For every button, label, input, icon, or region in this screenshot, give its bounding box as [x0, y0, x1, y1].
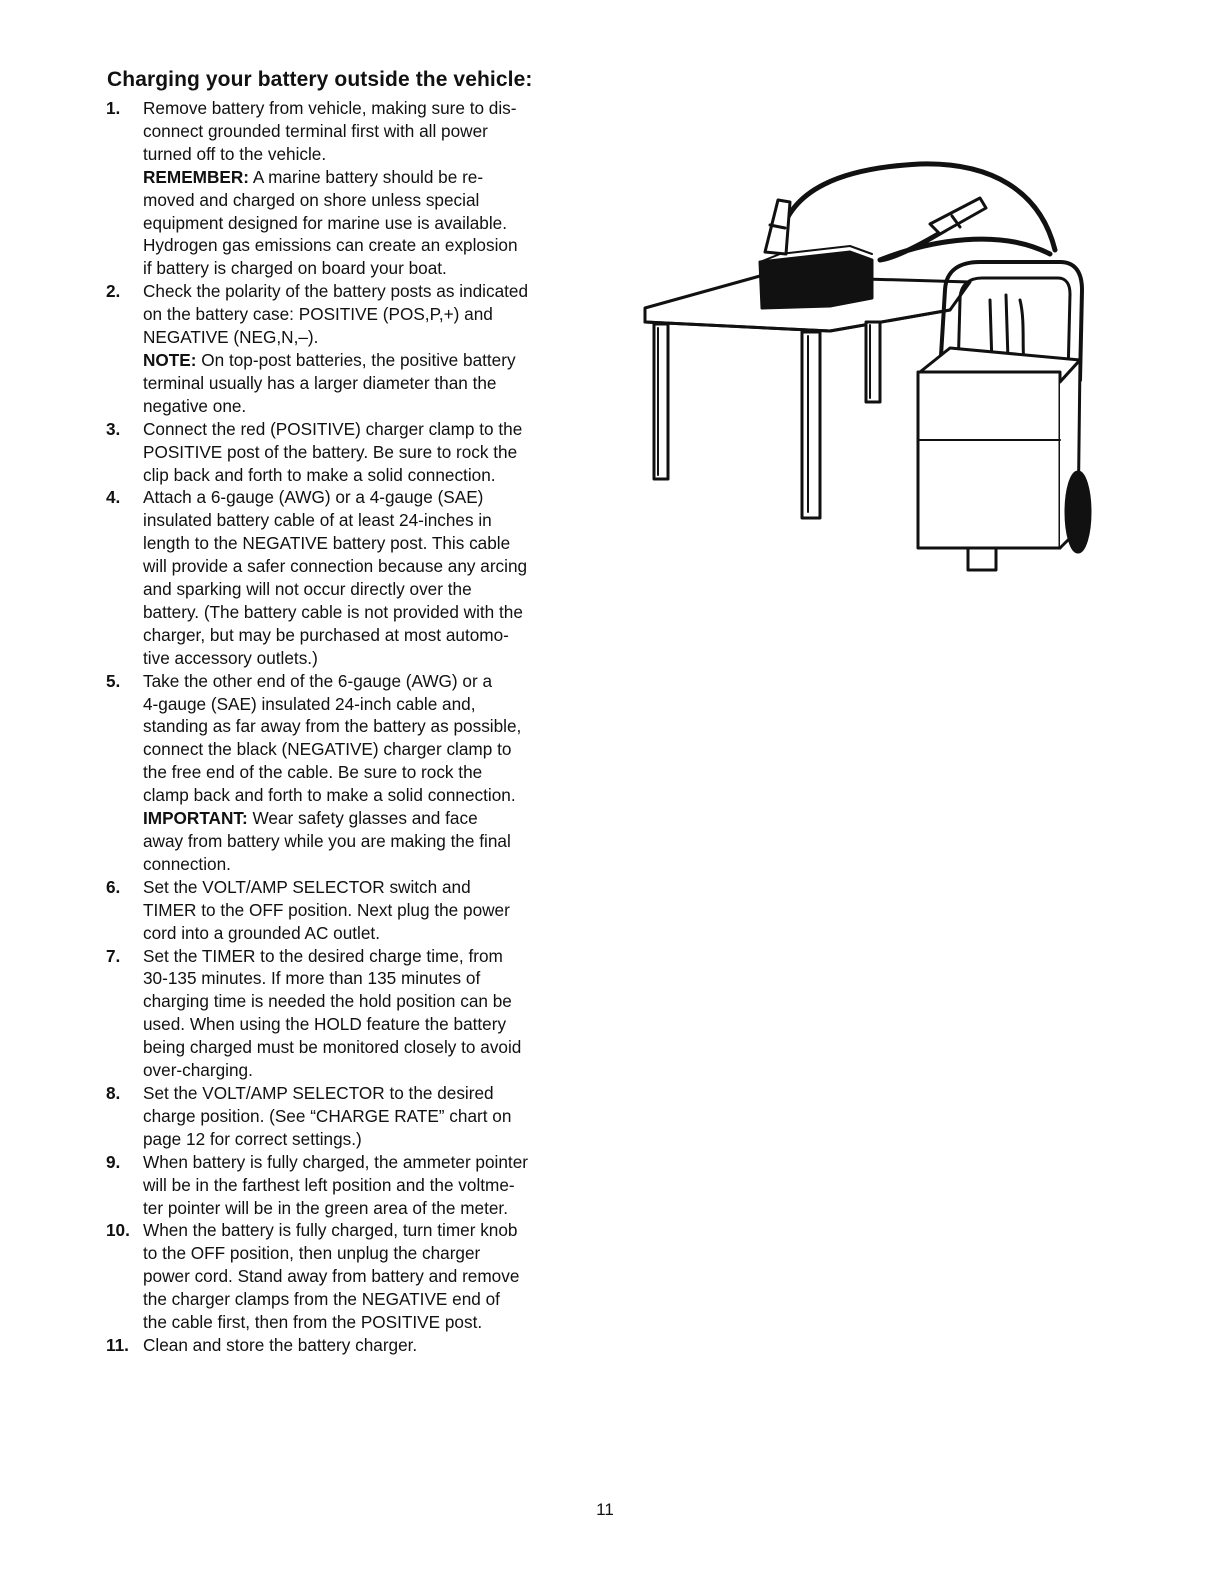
step-line: ter pointer will be in the green area of the meter.	[143, 1197, 508, 1218]
step-line: 30-135 minutes. If more than 135 minutes of	[143, 968, 481, 989]
negative-clamp	[930, 198, 986, 234]
step-line: connect the black (NEGATIVE) charger clamp to	[143, 739, 512, 760]
step-line: Clean and store the battery charger.	[143, 1334, 418, 1355]
step-line: cord into a grounded AC outlet.	[143, 922, 380, 943]
step-note	[143, 349, 596, 372]
step-line: TIMER to the OFF position. Next plug the power	[143, 899, 510, 920]
table-leg	[866, 322, 880, 402]
note-label: IMPORTANT:	[143, 808, 248, 829]
step-line: the cable first, then from the POSITIVE post.	[143, 1312, 483, 1333]
step-note	[143, 807, 596, 830]
step-line: NEGATIVE (NEG,N,–).	[143, 327, 319, 348]
step-text	[143, 1219, 596, 1334]
step-line: the free end of the cable. Be sure to rock the	[143, 762, 483, 783]
step-line: POSITIVE post of the battery. Be sure to rock the	[143, 441, 518, 462]
step-note-line: away from battery while you are making the final	[143, 831, 511, 851]
step-line: insulated battery cable of at least 24-inches in	[143, 510, 492, 531]
step-line: connect grounded terminal first with all power	[143, 120, 488, 141]
step-line: When the battery is fully charged, turn timer knob	[143, 1220, 518, 1241]
step-text	[143, 1334, 596, 1357]
step-text	[143, 670, 596, 876]
table-leg	[802, 332, 820, 518]
step-line: on the battery case: POSITIVE (POS,P,+) and	[143, 304, 493, 325]
step-item	[106, 486, 596, 669]
step-line: Set the TIMER to the desired charge time, from	[143, 945, 503, 966]
step-line: being charged must be monitored closely to avoid	[143, 1037, 522, 1058]
step-line: battery. (The battery cable is not provided with the	[143, 601, 523, 622]
step-line: used. When using the HOLD feature the battery	[143, 1014, 507, 1035]
step-line: page 12 for correct settings.)	[143, 1128, 362, 1149]
step-number: 3.	[106, 418, 121, 439]
step-line: and sparking will not occur directly over the	[143, 579, 472, 600]
step-line: to the OFF position, then unplug the charger	[143, 1243, 481, 1264]
step-line: length to the NEGATIVE battery post. This cable	[143, 533, 511, 554]
step-number: 1.	[106, 98, 121, 118]
step-number: 9.	[106, 1151, 121, 1172]
step-item	[106, 1082, 596, 1151]
step-text	[143, 280, 596, 417]
step-item	[106, 945, 596, 1082]
step-note	[143, 166, 596, 189]
step-line: charger, but may be purchased at most automo-	[143, 624, 509, 645]
step-item	[106, 418, 596, 487]
positive-clamp	[765, 200, 790, 254]
battery	[760, 252, 872, 308]
note-text: On top-post batteries, the positive battery	[196, 349, 516, 370]
battery-charging-illustration	[640, 150, 1100, 590]
step-line: will be in the farthest left position and the voltme-	[143, 1174, 515, 1195]
step-line: power cord. Stand away from battery and remove	[143, 1266, 520, 1287]
step-line: Check the polarity of the battery posts as indicated	[143, 281, 529, 302]
step-line: clip back and forth to make a solid connection.	[143, 464, 496, 485]
section-heading: Charging your battery outside the vehicle:	[107, 68, 533, 91]
note-label: REMEMBER:	[143, 166, 249, 187]
step-item	[106, 876, 596, 945]
step-text	[143, 1082, 596, 1151]
step-text	[143, 486, 596, 669]
step-item	[106, 670, 596, 876]
step-text	[143, 1151, 596, 1220]
step-text	[143, 97, 596, 280]
note-text: A marine battery should be re-	[249, 166, 484, 187]
step-note-line: connection.	[143, 853, 231, 874]
step-line: Set the VOLT/AMP SELECTOR switch and	[143, 876, 471, 897]
cart-wheel	[1066, 472, 1090, 552]
step-number: 5.	[106, 670, 121, 691]
step-number: 2.	[106, 281, 121, 302]
positive-cable	[780, 164, 1055, 250]
step-text	[143, 418, 596, 487]
step-line: charge position. (See “CHARGE RATE” chart on	[143, 1105, 512, 1126]
step-line: Connect the red (POSITIVE) charger clamp to the	[143, 418, 523, 439]
step-item	[106, 1334, 596, 1357]
step-line: tive accessory outlets.)	[143, 647, 318, 668]
step-line: When battery is fully charged, the ammeter pointer	[143, 1151, 528, 1172]
cart-foot	[968, 548, 996, 570]
negative-cable	[880, 230, 1050, 260]
note-label: NOTE:	[143, 349, 197, 370]
step-note-line: equipment designed for marine use is available.	[143, 212, 508, 233]
step-line: charging time is needed the hold position can be	[143, 991, 512, 1012]
table-leg	[654, 324, 668, 479]
note-text: Wear safety glasses and face	[247, 808, 478, 829]
step-line: turned off to the vehicle.	[143, 143, 327, 164]
step-line: clamp back and forth to make a solid connection.	[143, 785, 516, 806]
step-note-line: terminal usually has a larger diameter than the	[143, 372, 497, 393]
step-item	[106, 97, 596, 280]
step-line: 4-gauge (SAE) insulated 24-inch cable and,	[143, 693, 476, 714]
step-line: standing as far away from the battery as possible,	[143, 716, 522, 737]
step-note-line: if battery is charged on board your boat.	[143, 258, 447, 279]
step-item	[106, 1219, 596, 1334]
step-text	[143, 876, 596, 945]
step-note-line: Hydrogen gas emissions can create an explosion	[143, 235, 518, 256]
step-line: the charger clamps from the NEGATIVE end of	[143, 1289, 500, 1310]
step-note-line: moved and charged on shore unless special	[143, 189, 480, 210]
step-note-line: negative one.	[143, 395, 247, 416]
step-line: will provide a safer connection because any arcing	[143, 556, 528, 577]
step-number: 4.	[106, 487, 121, 508]
page-number: 11	[596, 1500, 614, 1519]
charger-body	[918, 372, 1060, 548]
step-line: Set the VOLT/AMP SELECTOR to the desired	[143, 1082, 494, 1103]
step-number: 6.	[106, 876, 121, 897]
instruction-list	[106, 97, 596, 1357]
step-number: 7.	[106, 945, 121, 966]
step-line: Remove battery from vehicle, making sure to dis-	[143, 98, 517, 118]
step-line: over-charging.	[143, 1060, 253, 1081]
step-number: 11.	[106, 1334, 129, 1355]
step-number: 10.	[106, 1220, 130, 1241]
step-line: Attach a 6-gauge (AWG) or a 4-gauge (SAE)	[143, 487, 484, 508]
step-line: Take the other end of the 6-gauge (AWG) or a	[143, 670, 493, 691]
step-text	[143, 945, 596, 1082]
step-item	[106, 1151, 596, 1220]
step-number: 8.	[106, 1082, 121, 1103]
step-item	[106, 280, 596, 417]
